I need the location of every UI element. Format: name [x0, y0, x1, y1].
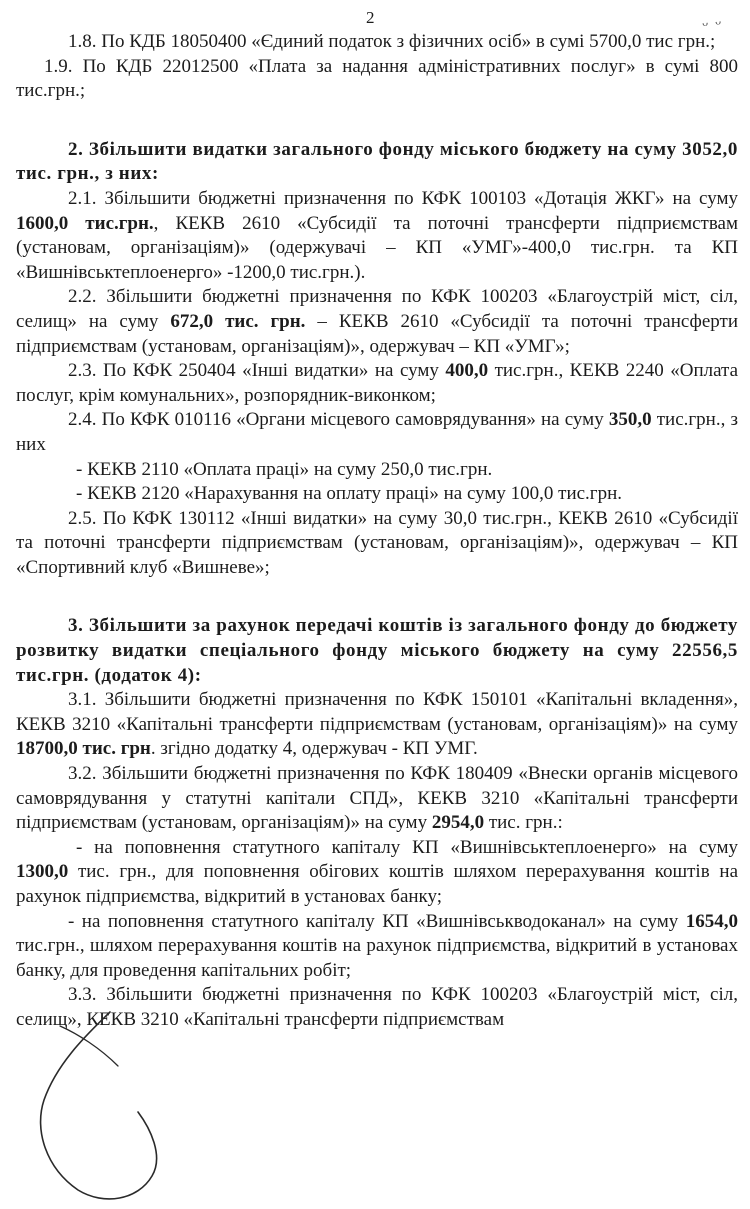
item-3-1 [16, 688, 738, 762]
section-2-heading: 2. Збільшити видатки загального фонду міського бюджету на суму 3052,0 тис. грн., з них: [16, 138, 738, 185]
item-2-1-text: 2.1. Збільшити бюджетні призначення по КФК 100103 «Дотація ЖКГ» на суму [68, 187, 738, 209]
item-2-2 [16, 285, 738, 359]
item-3-1-amount: 18700,0 тис. грн [16, 738, 151, 760]
item-3-2-line-2-amount: 1654,0 [685, 910, 738, 932]
item-3-2-line-2-text: - на поповнення статутного капіталу КП «Вишнівськводоканал» на суму [68, 910, 686, 932]
item-2-4-line-2: - КЕКВ 2120 «Нарахування на оплату праці» на суму 100,0 тис.грн. [76, 483, 623, 505]
item-3-2-line-1-rest: тис. грн., для поповнення обігових коштів шляхом перерахування коштів на рахунок підприємства, відкритий в установах банку; [16, 861, 738, 907]
item-2-3-text: 2.3. По КФК 250404 «Інші видатки» на суму [68, 360, 446, 382]
item-1-9: 1.9. По КДБ 22012500 «Плата за надання адміністративних послуг» в сумі 800 тис.грн.; [16, 55, 738, 102]
item-3-2-line-2-rest: тис.грн., шляхом перерахування коштів на рахунок підприємства, відкритий в установах банку, для проведення капітальних робіт; [16, 935, 738, 981]
scan-mark: ᴗ ᴗ [701, 12, 724, 30]
item-2-4-rest: тис.грн., з них [16, 409, 738, 455]
item-2-3-rest: тис.грн., КЕКВ 2240 «Оплата послуг, крім комунальних», розпорядник-виконком; [16, 360, 738, 406]
item-3-1-rest: . згідно додатку 4, одержувач - КП УМГ. [150, 738, 478, 760]
item-3-3: 3.3. Збільшити бюджетні призначення по КФК 100203 «Благоустрій міст, сіл, селищ», КЕКВ 3210 «Капітальні трансферти підприємствам [16, 984, 738, 1030]
page-number: 2 [366, 8, 375, 27]
item-2-3 [16, 359, 738, 408]
item-2-1 [16, 187, 738, 285]
item-2-4-line-1: - КЕКВ 2110 «Оплата праці» на суму 250,0 тис.грн. [76, 458, 493, 480]
item-2-4-text: 2.4. По КФК 010116 «Органи місцевого самоврядування» на суму [68, 409, 609, 431]
item-2-3-amount: 400,0 [445, 360, 489, 382]
item-2-4-amount: 350,0 [608, 409, 652, 431]
item-2-4 [16, 408, 738, 457]
item-3-2-line-1-amount: 1300,0 [16, 861, 69, 883]
item-3-2 [16, 762, 738, 836]
section-3-heading: 3. Збільшити за рахунок передачі коштів із загального фонду до бюджету розвитку видатки спеціального фонду міського бюджету на суму 22556,5 тис.грн. (додаток 4): [16, 615, 738, 686]
item-2-1-amount: 1600,0 тис.грн. [16, 212, 154, 234]
item-1-8: 1.8. По КДБ 18050400 «Єдиний податок з фізичних осіб» в сумі 5700,0 тис грн.; [68, 31, 716, 52]
item-3-2-line-1-text: - на поповнення статутного капіталу КП «Вишнівськтеплоенерго» на суму [76, 836, 738, 858]
item-3-2-text: 3.2. Збільшити бюджетні призначення по КФК 180409 «Внески органів місцевого самоврядування у статутні капітали СПД», КЕКВ 3210 «Капітальні трансферти підприємствам (установам, організаціям)» на суму [16, 763, 738, 834]
item-2-2-rest: – КЕКВ 2610 «Субсидії та поточні трансферти підприємствам (установам, організаціям)», одержувач – КП «УМГ»; [16, 310, 739, 357]
item-2-5: 2.5. По КФК 130112 «Інші видатки» на суму 30,0 тис.грн., КЕКВ 2610 «Субсидії та поточні трансферти підприємствам (установам, організаціям)», одержувач – КП «Спортивний клуб «Вишневе»; [16, 507, 738, 578]
item-3-2-amount: 2954,0 [431, 812, 485, 834]
item-3-2-rest: тис. грн.: [484, 812, 563, 834]
item-3-2-line-2 [16, 910, 738, 984]
item-3-2-line-1 [16, 836, 738, 910]
item-2-2-text: 2.2. Збільшити бюджетні призначення по КФК 100203 «Благоустрій міст, сіл, селищ» на суму [16, 286, 738, 332]
item-2-2-amount: 672,0 тис. грн. [170, 310, 306, 332]
item-3-1-text: 3.1. Збільшити бюджетні призначення по КФК 150101 «Капітальні вкладення», КЕКВ 3210 «Капітальні трансферти підприємствам (установам, організаціям)» на суму [16, 689, 738, 735]
item-2-1-rest: , КЕКВ 2610 «Субсидії та поточні трансферти підприємствам (установам, організаціям)» (одержувачі – КП «УМГ»-400,0 тис.грн. та КП «Вишнівськтеплоенерго» -1200,0 тис.грн.). [16, 212, 739, 283]
document-body [16, 30, 738, 1033]
